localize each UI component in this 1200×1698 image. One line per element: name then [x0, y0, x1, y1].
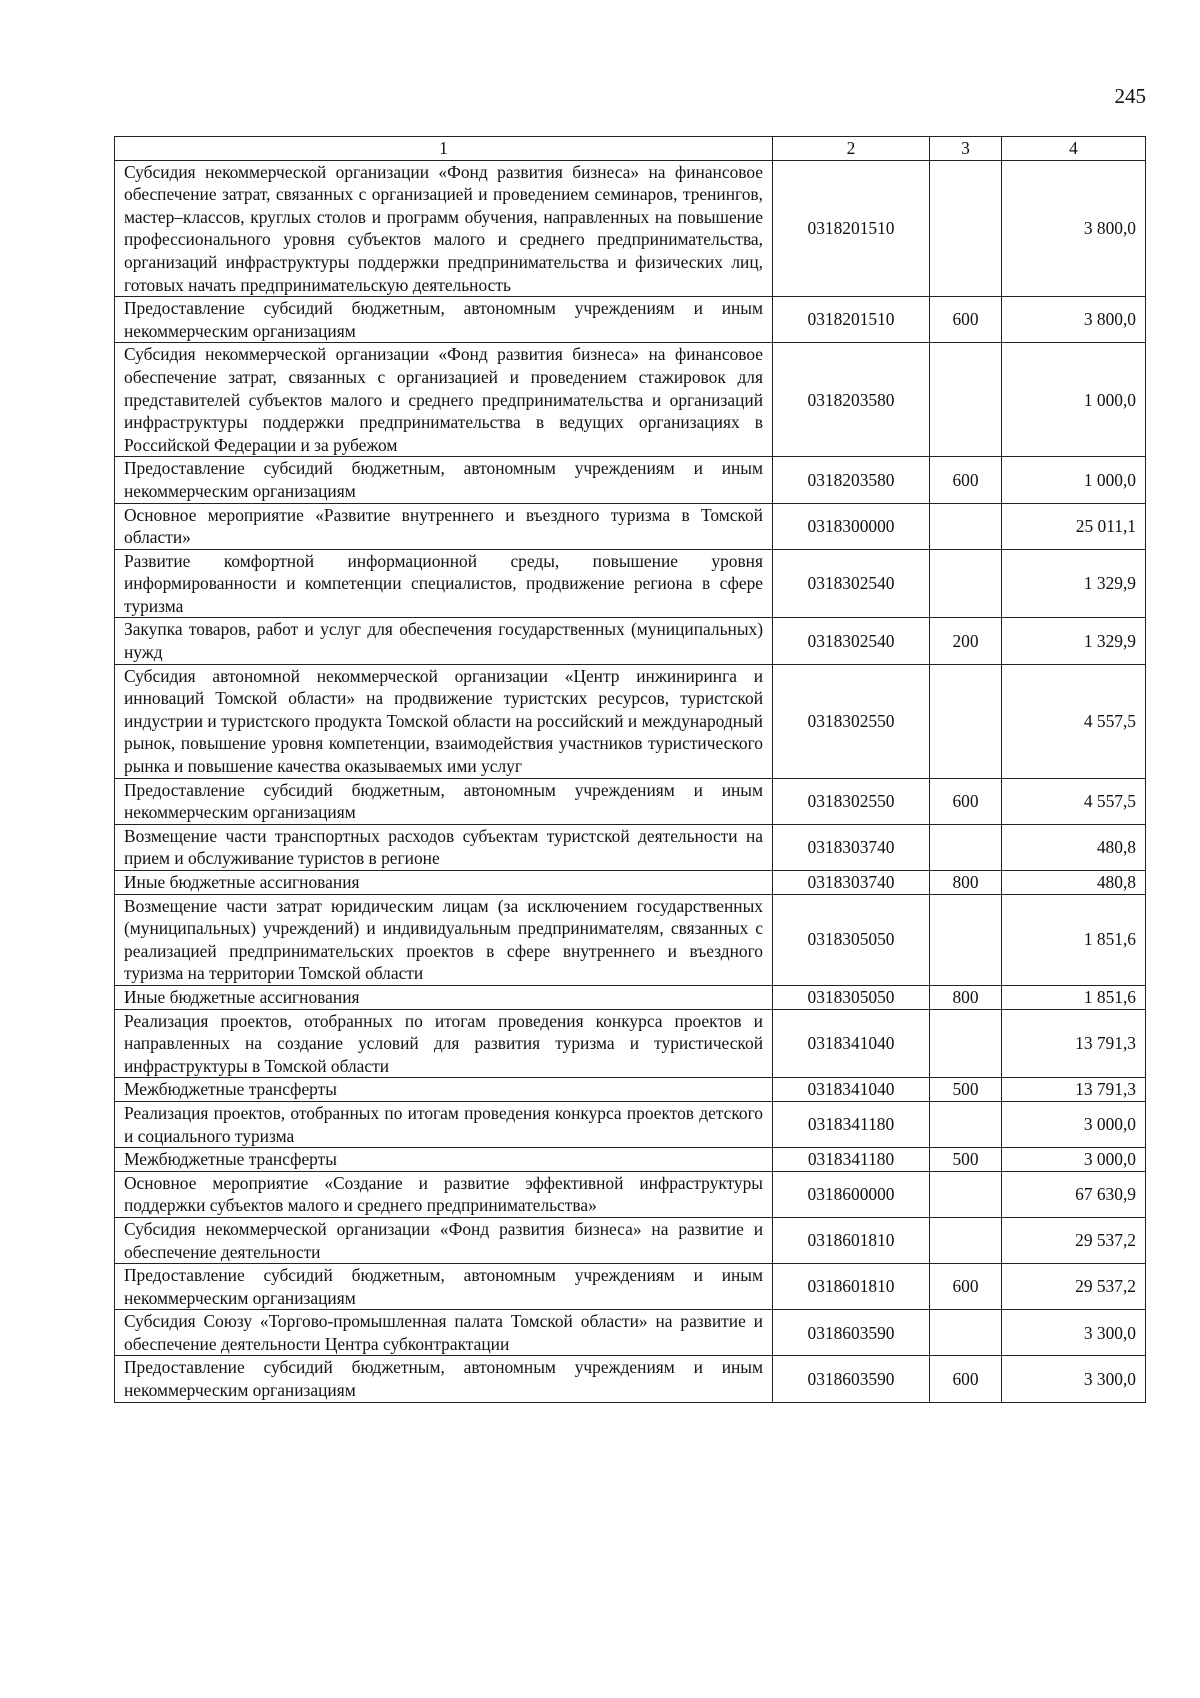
row-amount-cell: 3 300,0 [1002, 1310, 1146, 1356]
row-amount-cell: 3 300,0 [1002, 1356, 1146, 1402]
header-cell-amount: 4 [1002, 137, 1146, 161]
row-name-cell: Основное мероприятие «Развитие внутреннего и въездного туризма в Томской области» [115, 503, 773, 549]
row-name-cell: Субсидия некоммерческой организации «Фонд развития бизнеса» на развитие и обеспечение деятельности [115, 1217, 773, 1263]
row-code-cell: 0318341180 [773, 1101, 930, 1147]
row-name-cell: Закупка товаров, работ и услуг для обеспечения государственных (муниципальных) нужд [115, 618, 773, 664]
row-code-cell: 0318341180 [773, 1148, 930, 1172]
row-name-cell: Предоставление субсидий бюджетным, автономным учреждениям и иным некоммерческим организациям [115, 1264, 773, 1310]
table-body [115, 137, 1146, 1403]
table-header-row [115, 137, 1146, 161]
table-row [115, 778, 1146, 824]
row-type-cell [930, 1310, 1002, 1356]
row-name-cell: Возмещение части транспортных расходов субъектам туристской деятельности на прием и обслуживание туристов в регионе [115, 824, 773, 870]
row-type-cell: 600 [930, 297, 1002, 343]
table-row [115, 824, 1146, 870]
row-code-cell: 0318302540 [773, 618, 930, 664]
row-type-cell: 800 [930, 985, 1002, 1009]
table-row [115, 1171, 1146, 1217]
row-amount-cell: 3 000,0 [1002, 1101, 1146, 1147]
row-name-cell: Межбюджетные трансферты [115, 1078, 773, 1102]
row-code-cell: 0318305050 [773, 894, 930, 985]
row-code-cell: 0318203580 [773, 343, 930, 457]
row-type-cell: 500 [930, 1148, 1002, 1172]
header-cell-code: 2 [773, 137, 930, 161]
table-row [115, 894, 1146, 985]
row-code-cell: 0318603590 [773, 1356, 930, 1402]
row-amount-cell: 1 851,6 [1002, 894, 1146, 985]
table-row [115, 1078, 1146, 1102]
row-name-cell: Предоставление субсидий бюджетным, автономным учреждениям и иным некоммерческим организациям [115, 297, 773, 343]
table-row [115, 1148, 1146, 1172]
row-code-cell: 0318201510 [773, 160, 930, 297]
row-amount-cell: 29 537,2 [1002, 1264, 1146, 1310]
row-code-cell: 0318601810 [773, 1217, 930, 1263]
table-row [115, 1264, 1146, 1310]
row-amount-cell: 480,8 [1002, 871, 1146, 895]
table-row [115, 871, 1146, 895]
row-code-cell: 0318302540 [773, 549, 930, 618]
row-name-cell: Субсидия некоммерческой организации «Фонд развития бизнеса» на финансовое обеспечение затрат, связанных с организацией и проведением семинаров, тренингов, мастер–классов, круглых столов и программ обучения, направленных на повышение профессионального уровня субъектов малого и среднего предпринимательства, организаций инфраструктуры поддержки предпринимательства и физических лиц, готовых начать предпринимательскую деятельность [115, 160, 773, 297]
table-row [115, 1356, 1146, 1402]
row-amount-cell: 1 000,0 [1002, 343, 1146, 457]
row-code-cell: 0318303740 [773, 871, 930, 895]
table-row [115, 343, 1146, 457]
row-name-cell: Возмещение части затрат юридическим лицам (за исключением государственных (муниципальных) учреждений) и индивидуальным предпринимателям, связанных с реализацией предпринимательских проектов в сфере внутреннего и въездного туризма на территории Томской области [115, 894, 773, 985]
row-amount-cell: 1 851,6 [1002, 985, 1146, 1009]
row-name-cell: Реализация проектов, отобранных по итогам проведения конкурса проектов и направленных на создание условий для развития туризма и туристической инфраструктуры в Томской области [115, 1009, 773, 1078]
row-code-cell: 0318203580 [773, 457, 930, 503]
row-type-cell [930, 1217, 1002, 1263]
row-type-cell: 600 [930, 1356, 1002, 1402]
row-amount-cell: 67 630,9 [1002, 1171, 1146, 1217]
row-name-cell: Межбюджетные трансферты [115, 1148, 773, 1172]
row-amount-cell: 480,8 [1002, 824, 1146, 870]
row-type-cell: 600 [930, 457, 1002, 503]
row-code-cell: 0318302550 [773, 778, 930, 824]
row-name-cell: Иные бюджетные ассигнования [115, 871, 773, 895]
table-row [115, 1217, 1146, 1263]
header-cell-name: 1 [115, 137, 773, 161]
row-code-cell: 0318601810 [773, 1264, 930, 1310]
table-row [115, 549, 1146, 618]
table-row [115, 503, 1146, 549]
row-type-cell: 600 [930, 778, 1002, 824]
row-amount-cell: 3 800,0 [1002, 160, 1146, 297]
row-type-cell [930, 549, 1002, 618]
row-amount-cell: 25 011,1 [1002, 503, 1146, 549]
row-amount-cell: 3 000,0 [1002, 1148, 1146, 1172]
table-row [115, 457, 1146, 503]
row-code-cell: 0318300000 [773, 503, 930, 549]
row-type-cell [930, 824, 1002, 870]
row-code-cell: 0318303740 [773, 824, 930, 870]
budget-table [114, 136, 1146, 1403]
row-type-cell [930, 343, 1002, 457]
row-type-cell [930, 894, 1002, 985]
row-name-cell: Основное мероприятие «Создание и развитие эффективной инфраструктуры поддержки субъектов малого и среднего предпринимательства» [115, 1171, 773, 1217]
row-type-cell [930, 1171, 1002, 1217]
page-number: 245 [1114, 84, 1146, 108]
table-row [115, 160, 1146, 297]
row-code-cell: 0318600000 [773, 1171, 930, 1217]
table-row [115, 618, 1146, 664]
row-type-cell: 800 [930, 871, 1002, 895]
row-name-cell: Иные бюджетные ассигнования [115, 985, 773, 1009]
row-type-cell: 600 [930, 1264, 1002, 1310]
row-type-cell: 200 [930, 618, 1002, 664]
row-name-cell: Субсидия автономной некоммерческой организации «Центр инжиниринга и инноваций Томской области» на продвижение туристских ресурсов, туристской индустрии и туристского продукта Томской области на российский и международный рынок, повышение уровня компетенции, взаимодействия участников туристического рынка и повышение качества оказываемых ими услуг [115, 664, 773, 778]
table-row [115, 1009, 1146, 1078]
row-code-cell: 0318603590 [773, 1310, 930, 1356]
row-amount-cell: 4 557,5 [1002, 778, 1146, 824]
row-name-cell: Реализация проектов, отобранных по итогам проведения конкурса проектов детского и социального туризма [115, 1101, 773, 1147]
row-type-cell [930, 1009, 1002, 1078]
row-code-cell: 0318201510 [773, 297, 930, 343]
table-row [115, 985, 1146, 1009]
row-type-cell [930, 1101, 1002, 1147]
table-row [115, 1101, 1146, 1147]
row-name-cell: Субсидия Союзу «Торгово-промышленная палата Томской области» на развитие и обеспечение деятельности Центра субконтрактации [115, 1310, 773, 1356]
row-amount-cell: 1 329,9 [1002, 618, 1146, 664]
table-row [115, 297, 1146, 343]
header-cell-type: 3 [930, 137, 1002, 161]
row-type-cell [930, 664, 1002, 778]
row-type-cell: 500 [930, 1078, 1002, 1102]
row-type-cell [930, 503, 1002, 549]
row-amount-cell: 1 000,0 [1002, 457, 1146, 503]
row-amount-cell: 13 791,3 [1002, 1078, 1146, 1102]
row-name-cell: Развитие комфортной информационной среды, повышение уровня информированности и компетенции специалистов, продвижение региона в сфере туризма [115, 549, 773, 618]
row-amount-cell: 1 329,9 [1002, 549, 1146, 618]
row-name-cell: Субсидия некоммерческой организации «Фонд развития бизнеса» на финансовое обеспечение затрат, связанных с организацией и проведением стажировок для представителей субъектов малого и среднего предпринимательства и организаций инфраструктуры поддержки предпринимательства в ведущих организациях в Российской Федерации и за рубежом [115, 343, 773, 457]
row-name-cell: Предоставление субсидий бюджетным, автономным учреждениям и иным некоммерческим организациям [115, 1356, 773, 1402]
row-amount-cell: 4 557,5 [1002, 664, 1146, 778]
row-name-cell: Предоставление субсидий бюджетным, автономным учреждениям и иным некоммерческим организациям [115, 778, 773, 824]
row-code-cell: 0318341040 [773, 1078, 930, 1102]
row-amount-cell: 13 791,3 [1002, 1009, 1146, 1078]
table-row [115, 664, 1146, 778]
row-name-cell: Предоставление субсидий бюджетным, автономным учреждениям и иным некоммерческим организациям [115, 457, 773, 503]
row-amount-cell: 29 537,2 [1002, 1217, 1146, 1263]
row-code-cell: 0318302550 [773, 664, 930, 778]
row-code-cell: 0318341040 [773, 1009, 930, 1078]
row-amount-cell: 3 800,0 [1002, 297, 1146, 343]
table-row [115, 1310, 1146, 1356]
row-type-cell [930, 160, 1002, 297]
row-code-cell: 0318305050 [773, 985, 930, 1009]
